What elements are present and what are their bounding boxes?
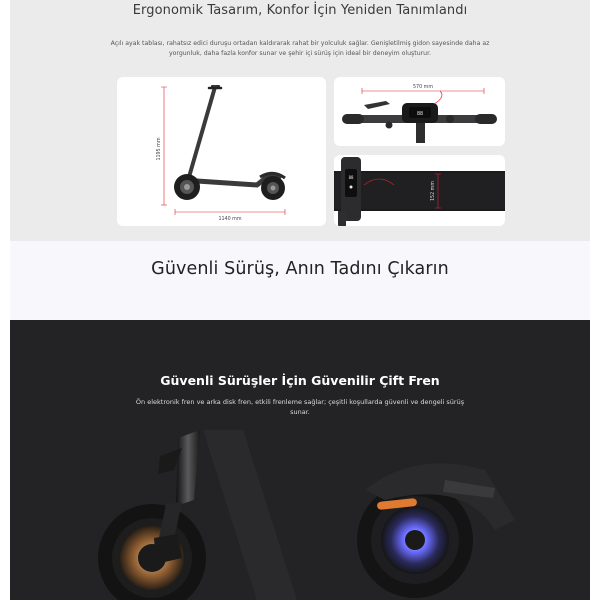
deck-view-card <box>334 155 505 226</box>
deck-width-label: 152 mm <box>431 180 436 202</box>
rear-brake-wheel-image <box>345 440 545 600</box>
safe-ride-section <box>10 241 590 320</box>
deck-image <box>334 155 505 226</box>
safe-ride-title: Güvenli Sürüş, Anın Tadını Çıkarın <box>151 259 449 279</box>
dual-brake-section <box>10 320 590 600</box>
scooter-side-view-image <box>117 77 326 226</box>
ergonomic-description: Açılı ayak tablası, rahatsız edici duruşu ortadan kaldırarak rahat bir yolculuk sağlar. Genişletilmiş gidon sayesinde daha az yorgunluk, daha fazla konfor sunar ve şehir içi sürüş için ideal bir deneyim oluşturur. <box>110 40 490 57</box>
height-dimension-label: 1195 mm <box>157 137 162 161</box>
svg-text:88: 88 <box>416 111 424 117</box>
scooter-side-view-card <box>117 77 326 226</box>
handlebar-image <box>334 77 505 146</box>
handlebar-view-card <box>334 77 505 146</box>
handlebar-width-label: 570 mm <box>412 85 434 90</box>
ergonomic-title: Ergonomik Tasarım, Konfor İçin Yeniden Tanımlandı <box>132 3 468 18</box>
length-dimension-label: 1140 mm <box>218 217 242 222</box>
dual-brake-description: Ön elektronik fren ve arka disk fren, etkili frenleme sağlar; çeşitli koşullarda güvenli ve dengeli sürüş sunar. <box>135 398 465 416</box>
svg-text:88: 88 <box>348 175 354 180</box>
front-brake-wheel-image <box>90 430 350 600</box>
dual-brake-title: Güvenli Sürüşler İçin Güvenilir Çift Fren <box>160 373 440 388</box>
ergonomic-design-section <box>10 0 590 241</box>
